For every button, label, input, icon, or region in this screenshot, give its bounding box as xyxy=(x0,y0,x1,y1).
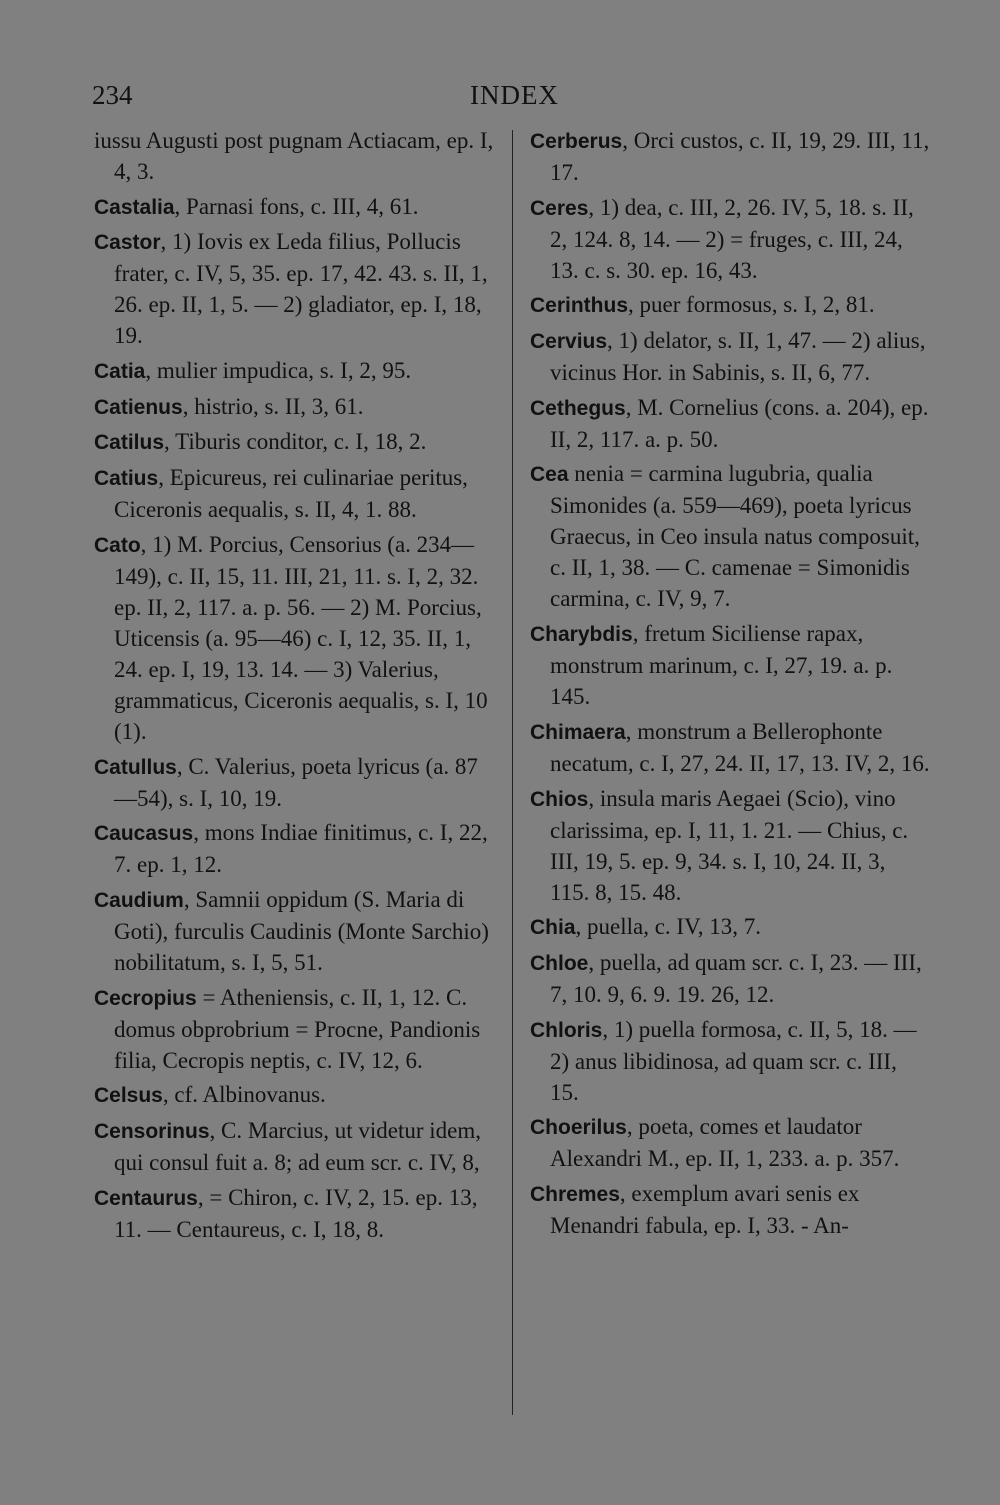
entry-text: , poeta, comes et laudator Alexandri M., ep. II, 1, 233. a. p. 357. xyxy=(550,1114,900,1172)
entry-headword: Caudium xyxy=(94,888,184,912)
entry-text: , Samnii oppidum (S. Maria di Goti), furculis Caudinis (Monte Sarchio) nobilitatum, s. I, 5, 51. xyxy=(114,886,489,975)
entry-text: , 1) delator, s. II, 1, 47. — 2) alius, vicinus Hor. in Sabinis, s. II, 6, 77. xyxy=(550,328,926,386)
index-entry xyxy=(94,125,494,187)
entry-headword: Catia xyxy=(94,360,146,384)
index-entry xyxy=(94,751,494,814)
entry-headword: Cerinthus xyxy=(530,294,629,318)
index-entry xyxy=(530,458,930,614)
entry-headword: Cea xyxy=(530,463,569,487)
entry-text: , puella, ad quam scr. c. I, 23. — III, 7, 10. 9, 6. 9. 19. 26, 12. xyxy=(550,949,922,1007)
entry-headword: Cethegus xyxy=(530,396,626,420)
entry-text: , monstrum a Bellerophonte necatum, c. I, 27, 24. II, 17, 13. IV, 2, 16. xyxy=(550,718,930,776)
index-entry xyxy=(530,716,930,779)
index-entry xyxy=(94,355,494,387)
entry-headword: Celsus xyxy=(94,1084,163,1108)
entry-headword: Chloris xyxy=(530,1018,603,1042)
entry-text: , C. Valerius, poeta lyricus (a. 87—54), s. I, 10, 19. xyxy=(114,753,478,811)
index-entry xyxy=(530,947,930,1010)
entry-text: , puer formosus, s. I, 2, 81. xyxy=(628,292,875,318)
entry-headword: Charybdis xyxy=(530,623,633,647)
entry-headword: Castalia xyxy=(94,195,175,219)
entry-text: nenia = carmina lugubria, qualia Simonides (a. 559—469), poeta lyricus Graecus, in Ceo insula natus composuit, c. II, 1, 38. — C. camenae = Simonidis carmina, c. IV, 9, 7. xyxy=(550,461,920,612)
entry-headword: Chremes xyxy=(530,1182,620,1206)
index-entry xyxy=(530,192,930,286)
index-entry xyxy=(94,1079,494,1111)
entry-text: , exemplum avari senis ex Menandri fabula, ep. I, 33. - An- xyxy=(550,1180,860,1238)
entry-headword: Castor xyxy=(94,231,161,255)
index-entry xyxy=(530,125,930,188)
entry-text: , puella, c. IV, 13, 7. xyxy=(575,914,761,940)
entry-text: , mulier impudica, s. I, 2, 95. xyxy=(145,358,412,384)
entry-text: , Epicureus, rei culinariae peritus, Ciceronis aequalis, s. II, 4, 1. 88. xyxy=(114,465,468,523)
index-entry xyxy=(94,529,494,747)
entry-text: , M. Cornelius (cons. a. 204), ep. II, 2, 117. a. p. 50. xyxy=(550,394,929,452)
index-entry xyxy=(530,911,930,943)
index-entry xyxy=(530,1178,930,1241)
entry-text: , cf. Albinovanus. xyxy=(162,1082,326,1108)
entry-text: iussu Augusti post pugnam Actiacam, ep. I, 4, 3. xyxy=(94,128,494,184)
entry-text: , 1) Iovis ex Leda filius, Pollucis frater, c. IV, 5, 35. ep. 17, 42. 43. s. II, 1, 26. ep. II, 1, 5. — 2) gladiator, ep. I, 18, 19. xyxy=(114,229,488,349)
running-head: INDEX xyxy=(470,80,559,110)
index-entry xyxy=(530,325,930,388)
entry-headword: Catius xyxy=(94,467,159,491)
index-entry xyxy=(94,817,494,880)
index-entry xyxy=(530,618,930,712)
index-entry xyxy=(530,1111,930,1174)
page-number: 234 xyxy=(92,80,133,110)
column-left xyxy=(94,125,494,1248)
entry-headword: Catienus xyxy=(94,395,183,419)
column-right xyxy=(530,125,930,1245)
index-entry xyxy=(94,884,494,978)
index-entry xyxy=(530,289,930,321)
entry-headword: Centaurus xyxy=(94,1186,198,1210)
entry-text: , 1) M. Porcius, Censorius (a. 234—149), c. II, 15, 11. III, 21, 11. s. I, 2, 32. ep. II, 2, 117. a. p. 56. — 2) M. Porcius, Uticensis (a. 95—46) c. I, 12, 35. II, 1, 24. ep. I, 19, 13. 14. — 3) Valerius, grammaticus, Ciceronis aequalis, s. I, 10 (1). xyxy=(114,531,488,744)
entry-headword: Choerilus xyxy=(530,1116,627,1140)
entry-text: , Orci custos, c. II, 19, 29. III, 11, 17. xyxy=(550,128,930,185)
entry-text: , C. Marcius, ut videtur idem, qui consul fuit a. 8; ad eum scr. c. IV, 8, xyxy=(114,1117,482,1175)
index-entry xyxy=(94,426,494,458)
entry-headword: Cato xyxy=(94,533,141,557)
entry-headword: Caucasus xyxy=(94,822,194,846)
entry-headword: Chia xyxy=(530,916,576,940)
entry-headword: Cecropius xyxy=(94,986,197,1010)
entry-text: , Tiburis conditor, c. I, 18, 2. xyxy=(164,429,427,455)
entry-text: , mons Indiae finitimus, c. I, 22, 7. ep. 1, 12. xyxy=(114,820,488,878)
index-entry xyxy=(530,1014,930,1108)
index-entry xyxy=(94,1115,494,1178)
index-entry xyxy=(94,191,494,223)
entry-text: , Parnasi fons, c. III, 4, 61. xyxy=(174,193,419,219)
entry-text: , insula maris Aegaei (Scio), vino clarissima, ep. I, 11, 1. 21. — Chius, c. III, 19, 5. ep. 9, 34. s. I, 10, 24. II, 3, 115. 8, 15. 48. xyxy=(550,785,909,905)
entry-headword: Chimaera xyxy=(530,720,626,744)
entry-text: , 1) puella formosa, c. II, 5, 18. — 2) anus libidinosa, ad quam scr. c. III, 15. xyxy=(550,1016,917,1105)
entry-headword: Cervius xyxy=(530,330,608,354)
index-entry xyxy=(94,1182,494,1245)
entry-headword: Cerberus xyxy=(530,130,623,153)
entry-headword: Catullus xyxy=(94,755,177,779)
index-entry xyxy=(94,462,494,525)
index-entry xyxy=(94,391,494,423)
entry-headword: Chios xyxy=(530,787,589,811)
entry-headword: Ceres xyxy=(530,196,589,220)
index-entry xyxy=(530,783,930,908)
entry-headword: Catilus xyxy=(94,431,165,455)
entry-text: , histrio, s. II, 3, 61. xyxy=(182,393,364,419)
entry-headword: Chloe xyxy=(530,951,589,975)
entry-text: , fretum Siciliense rapax, monstrum marinum, c. I, 27, 19. a. p. 145. xyxy=(550,621,893,710)
index-entry xyxy=(94,226,494,351)
index-entry xyxy=(530,392,930,455)
entry-text: = Atheniensis, c. II, 1, 12. C. domus obprobrium = Procne, Pandionis filia, Cecropis neptis, c. IV, 12, 6. xyxy=(114,984,481,1073)
entry-text: , 1) dea, c. III, 2, 26. IV, 5, 18. s. II, 2, 124. 8, 14. — 2) = fruges, c. III, 24, 13. c. s. 30. ep. 16, 43. xyxy=(550,194,914,283)
entry-text: , = Chiron, c. IV, 2, 15. ep. 13, 11. — Centaureus, c. I, 18, 8. xyxy=(114,1184,478,1242)
index-entry xyxy=(94,982,494,1076)
column-divider xyxy=(512,130,513,1415)
entry-headword: Censorinus xyxy=(94,1119,210,1143)
